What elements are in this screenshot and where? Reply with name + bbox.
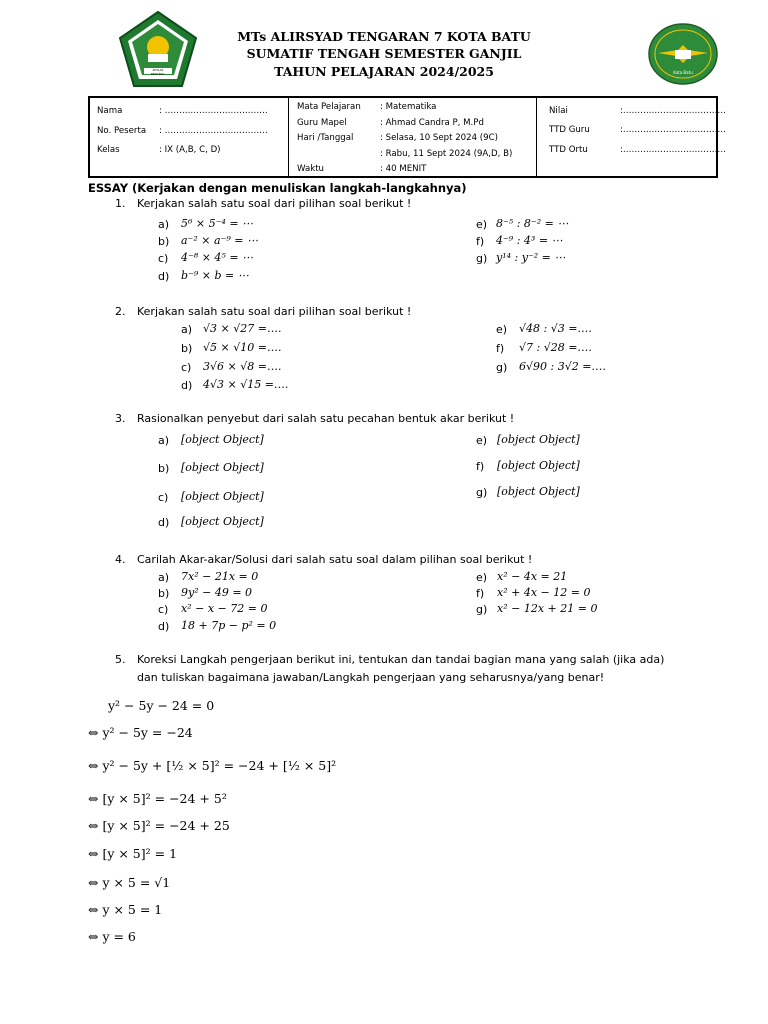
q3-option-c: [object Object] bbox=[181, 490, 264, 503]
question-4-text: Carilah Akar-akar/Solusi dari salah satu soal dalam pilihan soal berikut ! bbox=[137, 553, 533, 566]
q3-option-label: d) bbox=[158, 516, 170, 529]
question-5-text-line1: Koreksi Langkah pengerjaan berikut ini, tentukan dan tandai bagian mana yang salah (jika ada) bbox=[137, 653, 665, 666]
label-waktu: Waktu bbox=[297, 164, 325, 174]
right-logo-text: Kota Batu bbox=[673, 70, 693, 75]
solution-step: ⇔ [y × 5]² = −24 + 5² bbox=[88, 791, 227, 806]
q2-option-label: b) bbox=[181, 342, 193, 355]
q2-option-label: g) bbox=[496, 361, 508, 374]
q2-option-a: √3 × √27 =…. bbox=[203, 322, 282, 335]
question-1-text: Kerjakan salah satu soal dari pilihan soal berikut ! bbox=[137, 197, 412, 210]
label-no-peserta: No. Peserta bbox=[97, 126, 147, 136]
q1-option-b: a⁻² × a⁻⁹ = ⋯ bbox=[181, 234, 258, 247]
q3-option-label: b) bbox=[158, 462, 170, 475]
q1-option-label: e) bbox=[476, 218, 488, 231]
q2-option-label: e) bbox=[496, 323, 508, 336]
solution-step: y² − 5y − 24 = 0 bbox=[108, 698, 215, 713]
q4-option-label: c) bbox=[158, 603, 169, 616]
q2-option-e: √48 : √3 =…. bbox=[519, 322, 592, 335]
question-2-text: Kerjakan salah satu soal dari pilihan soal berikut ! bbox=[137, 305, 412, 318]
question-3-text: Rasionalkan penyebut dari salah satu pecahan bentuk akar berikut ! bbox=[137, 412, 515, 425]
field-ttd-ortu: :……………………………… bbox=[620, 145, 727, 155]
q3-option-b: [object Object] bbox=[181, 461, 264, 474]
q4-option-f: x² + 4x − 12 = 0 bbox=[497, 586, 591, 599]
q1-option-f: 4⁻⁹ : 4³ = ⋯ bbox=[496, 234, 563, 247]
q4-option-label: f) bbox=[476, 587, 485, 600]
q3-option-g: [object Object] bbox=[497, 485, 580, 498]
q4-option-b: 9y² − 49 = 0 bbox=[181, 586, 253, 599]
label-ttd-ortu: TTD Ortu bbox=[549, 145, 588, 155]
q1-option-label: g) bbox=[476, 252, 488, 265]
field-hari-tanggal-2: : Rabu, 11 Sept 2024 (9A,D, B) bbox=[380, 149, 513, 159]
q4-option-a: 7x² − 21x = 0 bbox=[181, 570, 259, 583]
field-ttd-guru: :……………………………… bbox=[620, 125, 727, 135]
q3-option-a: [object Object] bbox=[181, 433, 264, 446]
essay-title: ESSAY (Kerjakan dengan menuliskan langkah-langkahnya) bbox=[88, 181, 467, 195]
q3-option-d: [object Object] bbox=[181, 515, 264, 528]
q1-option-d: b⁻⁹ × b = ⋯ bbox=[181, 269, 249, 282]
q2-option-f: √7 : √28 =…. bbox=[519, 341, 592, 354]
q1-option-g: y¹⁴ : y⁻² = ⋯ bbox=[496, 251, 566, 264]
solution-step: ⇔ y × 5 = 1 bbox=[88, 902, 163, 917]
q1-option-label: a) bbox=[158, 218, 170, 231]
q4-option-label: d) bbox=[158, 620, 170, 633]
label-nama: Nama bbox=[97, 106, 123, 116]
label-mata-pelajaran: Mata Pelajaran bbox=[297, 102, 361, 112]
mts-alirsyad-logo bbox=[648, 23, 718, 85]
q3-option-label: a) bbox=[158, 434, 170, 447]
q2-option-d: 4√3 × √15 =…. bbox=[203, 378, 289, 391]
q3-option-label: f) bbox=[476, 460, 485, 473]
question-1-number: 1. bbox=[115, 197, 126, 210]
q4-option-g: x² − 12x + 21 = 0 bbox=[497, 602, 598, 615]
field-waktu: : 40 MENIT bbox=[380, 164, 427, 174]
q4-option-c: x² − x − 72 = 0 bbox=[181, 602, 268, 615]
q1-option-c: 4⁻⁸ × 4⁵ = ⋯ bbox=[181, 251, 254, 264]
question-5-text-line2: dan tuliskan bagaimana jawaban/Langkah pengerjaan yang seharusnya/yang benar! bbox=[137, 671, 605, 684]
field-guru-mapel: : Ahmad Candra P, M.Pd bbox=[380, 118, 484, 128]
field-nilai: :……………………………… bbox=[620, 106, 727, 116]
q1-option-label: f) bbox=[476, 235, 485, 248]
question-4-number: 4. bbox=[115, 553, 126, 566]
field-no-peserta: : ……………………………… bbox=[159, 126, 268, 136]
q2-option-label: c) bbox=[181, 361, 192, 374]
q2-option-c: 3√6 × √8 =…. bbox=[203, 360, 282, 373]
q1-option-label: b) bbox=[158, 235, 170, 248]
school-year: TAHUN PELAJARAN 2024/2025 bbox=[274, 64, 494, 79]
field-nama: : ……………………………… bbox=[159, 106, 268, 116]
q3-option-label: e) bbox=[476, 434, 488, 447]
q3-option-label: g) bbox=[476, 486, 488, 499]
q1-option-a: 5⁶ × 5⁻⁴ = ⋯ bbox=[181, 217, 254, 230]
solution-step: ⇔ [y × 5]² = 1 bbox=[88, 846, 178, 861]
solution-step: ⇔ [y × 5]² = −24 + 25 bbox=[88, 818, 230, 833]
q2-option-b: √5 × √10 =…. bbox=[203, 341, 282, 354]
q3-option-e: [object Object] bbox=[497, 433, 580, 446]
left-logo-text: IKHLAS BERAMAL bbox=[150, 68, 166, 76]
field-hari-tanggal-1: : Selasa, 10 Sept 2024 (9C) bbox=[380, 133, 498, 143]
q2-option-label: f) bbox=[496, 342, 505, 355]
school-name: MTs ALIRSYAD TENGARAN 7 KOTA BATU bbox=[237, 29, 531, 44]
q4-option-e: x² − 4x = 21 bbox=[497, 570, 568, 583]
q2-option-g: 6√90 : 3√2 =…. bbox=[519, 360, 606, 373]
q4-option-d: 18 + 7p − p² = 0 bbox=[181, 619, 277, 632]
exam-name: SUMATIF TENGAH SEMESTER GANJIL bbox=[246, 46, 522, 61]
field-mata-pelajaran: : Matematika bbox=[380, 102, 437, 112]
q4-option-label: a) bbox=[158, 571, 170, 584]
solution-step: ⇔ y² − 5y + [½ × 5]² = −24 + [½ × 5]² bbox=[88, 758, 337, 773]
solution-step: ⇔ y × 5 = √1 bbox=[88, 875, 171, 890]
q2-option-label: a) bbox=[181, 323, 193, 336]
q3-option-label: c) bbox=[158, 491, 169, 504]
q1-option-e: 8⁻⁵ : 8⁻² = ⋯ bbox=[496, 217, 569, 230]
label-guru-mapel: Guru Mapel bbox=[297, 118, 347, 128]
q3-option-f: [object Object] bbox=[497, 459, 580, 472]
question-2-number: 2. bbox=[115, 305, 126, 318]
q4-option-label: g) bbox=[476, 603, 488, 616]
label-hari-tanggal: Hari /Tanggal bbox=[297, 133, 354, 143]
q2-option-label: d) bbox=[181, 379, 193, 392]
solution-step: ⇔ y² − 5y = −24 bbox=[88, 725, 193, 740]
label-kelas: Kelas bbox=[97, 145, 120, 155]
q4-option-label: e) bbox=[476, 571, 488, 584]
question-3-number: 3. bbox=[115, 412, 126, 425]
question-5-number: 5. bbox=[115, 653, 126, 666]
label-nilai: Nilai bbox=[549, 106, 568, 116]
solution-step: ⇔ y = 6 bbox=[88, 929, 136, 944]
field-kelas: : IX (A,B, C, D) bbox=[159, 145, 221, 155]
q4-option-label: b) bbox=[158, 587, 170, 600]
label-ttd-guru: TTD Guru bbox=[549, 125, 590, 135]
q1-option-label: c) bbox=[158, 252, 169, 265]
q1-option-label: d) bbox=[158, 270, 170, 283]
